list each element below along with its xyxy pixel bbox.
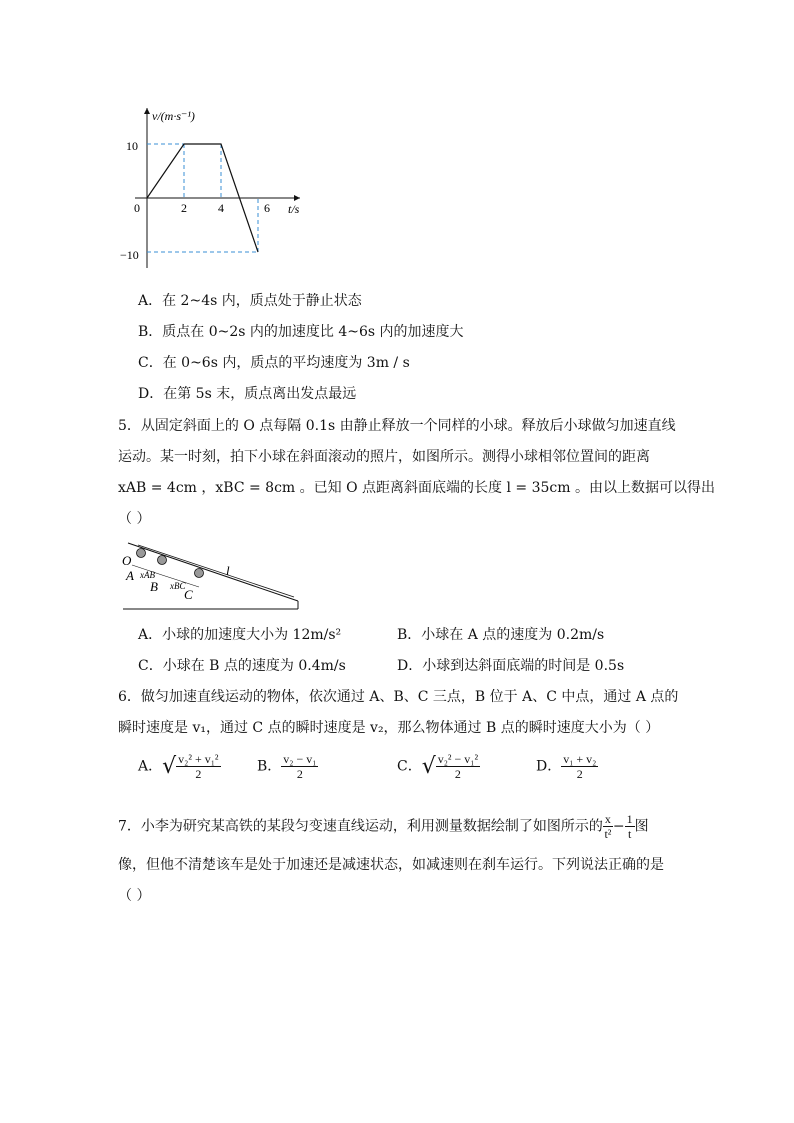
q5-option-c: C．小球在 B 点的速度为 0.4m/s xyxy=(138,658,346,674)
label-o: O xyxy=(122,553,132,568)
q6-option-d: D． $\frac{\text{v₁ + v₂}}{2}$ xyxy=(536,752,597,781)
q7-line-2: 像，但他不清楚该车是处于加速还是减速状态，如减速则在刹车运行。下列说法正确的是 xyxy=(118,857,664,873)
q4-option-d: D．在第 5s 末，质点离出发点最远 xyxy=(138,386,357,402)
q5-line-3: xAB = 4cm ，xBC = 8cm 。已知 O 点距离斜面底端的长度 l = 35cm 。由以上数据可以得出 xyxy=(118,480,715,496)
origin-label: 0 xyxy=(134,201,140,215)
label-c: C xyxy=(184,587,193,602)
label-xbc: xBC xyxy=(170,581,186,591)
q5-option-a: A．小球的加速度大小为 12m/s² xyxy=(138,627,342,643)
q4-option-a: A．在 2~4s 内，质点处于静止状态 xyxy=(138,293,362,309)
q5-line-4: （ ） xyxy=(118,511,151,527)
x-tick-6: 6 xyxy=(264,201,270,215)
ball-c xyxy=(195,569,204,578)
q6-line-1: 6．做匀加速直线运动的物体，依次通过 A、B、C 三点，B 位于 A、C 中点，通过 A 点的 xyxy=(118,689,679,705)
ball-b xyxy=(158,556,167,565)
q5-option-b: B．小球在 A 点的速度为 0.2m/s xyxy=(397,627,605,643)
velocity-time-graph xyxy=(110,100,310,275)
q6-option-a: A．√ $\frac{\text{v₂² + v₁²}}{2}$ xyxy=(138,752,219,781)
q6-option-b: B． $\frac{\text{v₂ − v₁}}{2}$ xyxy=(257,752,317,781)
incline-figure xyxy=(118,535,308,615)
label-xab: xAB xyxy=(140,570,155,580)
q5-line-2: 运动。某一时刻，拍下小球在斜面滚动的照片，如图所示。测得小球相邻位置间的距离 xyxy=(118,449,650,465)
label-a: A xyxy=(126,568,134,583)
q5-option-d: D．小球到达斜面底端的时间是 0.5s xyxy=(397,658,625,674)
q7-line-3: （ ） xyxy=(118,888,151,904)
q4-option-b: B．质点在 0~2s 内的加速度比 4~6s 内的加速度大 xyxy=(138,324,464,340)
label-l: l xyxy=(226,563,230,578)
q5-line-1: 5．从固定斜面上的 O 点每隔 0.1s 由静止释放一个同样的小球。释放后小球做匀加速直线 xyxy=(118,418,676,434)
y-axis-label: v/(m·s⁻¹) xyxy=(152,109,195,123)
x-tick-4: 4 xyxy=(218,201,224,215)
y-tick-10: 10 xyxy=(126,139,138,153)
q6-line-2: 瞬时速度是 v₁，通过 C 点的瞬时速度是 v₂，那么物体通过 B 点的瞬时速度大小为（ ） xyxy=(118,720,660,736)
y-tick-neg10: −10 xyxy=(120,248,139,262)
label-b: B xyxy=(150,579,158,594)
q7-line-1: 7．小李为研究某高铁的某段匀变速直线运动，利用测量数据绘制了如图所示的 $\frac{x}{\text{t²}}$ − $\frac{1}{t}$ 图 xyxy=(118,812,649,841)
x-tick-2: 2 xyxy=(181,201,187,215)
q4-option-c: C．在 0~6s 内，质点的平均速度为 3m / s xyxy=(138,355,410,371)
q6-option-c: C．√ $\frac{\text{v₂² − v₁²}}{2}$ xyxy=(397,752,479,781)
ball-a xyxy=(137,549,146,558)
x-axis-label: t/s xyxy=(288,202,300,216)
